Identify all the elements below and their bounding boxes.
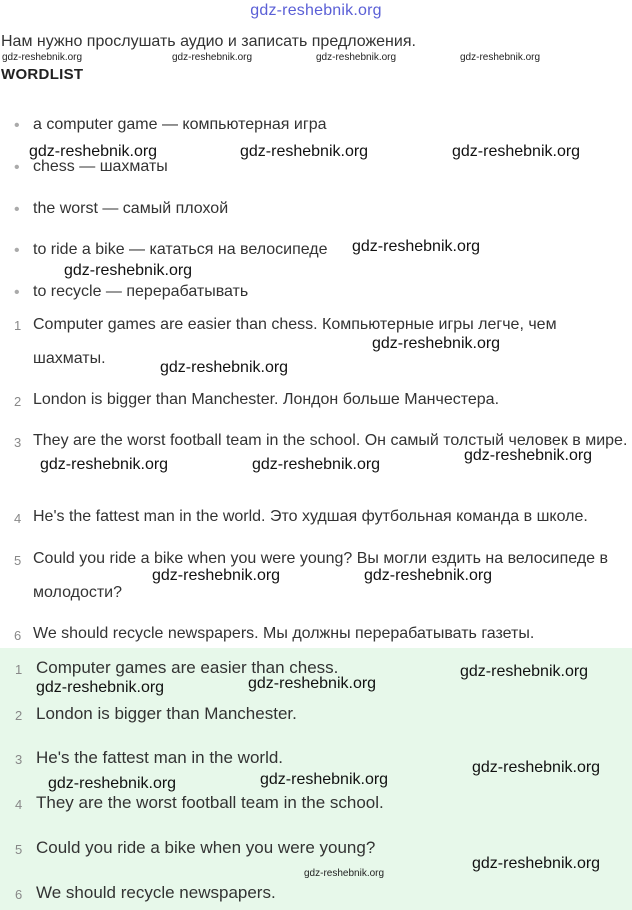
wordlist-title: WORDLIST — [1, 66, 84, 83]
sentence: Computer games are easier than chess. Компьютерные игры легче, чем шахматы. — [33, 316, 557, 367]
sentence: They are the worst football team in the school. Он самый толстый человек в мире. — [33, 432, 628, 449]
bullet-icon: • — [14, 201, 20, 218]
watermark: gdz-reshebnik.org — [460, 663, 589, 680]
watermark: gdz-reshebnik.org — [364, 567, 493, 584]
answer-number: 3 — [15, 752, 23, 767]
watermark: gdz-reshebnik.org — [36, 679, 165, 696]
answer-sentence: They are the worst football team in the school. — [36, 793, 384, 812]
answer-sentence: Could you ride a bike when you were young? — [36, 838, 376, 857]
sentence-number: 4 — [14, 511, 22, 526]
sentence: London is bigger than Manchester. Лондон больше Манчестера. — [33, 391, 500, 408]
watermark: gdz-reshebnik.org — [240, 143, 369, 160]
watermark: gdz-reshebnik.org — [160, 359, 289, 376]
wordlist-item: the worst — самый плохой — [33, 200, 229, 217]
watermark: gdz-reshebnik.org — [2, 52, 83, 63]
watermark: gdz-reshebnik.org — [29, 143, 158, 160]
wordlist-item: a computer game — компьютерная игра — [33, 116, 327, 133]
wordlist-item: to recycle — перерабатывать — [33, 283, 249, 300]
watermark: gdz-reshebnik.org — [48, 775, 177, 792]
sentence-number: 3 — [14, 435, 22, 450]
watermark: gdz-reshebnik.org — [352, 238, 481, 255]
answer-number: 4 — [15, 797, 23, 812]
answer-sentence: London is bigger than Manchester. — [36, 704, 297, 723]
watermark: gdz-reshebnik.org — [460, 52, 541, 63]
sentence-number: 5 — [14, 553, 22, 568]
answer-sentence: He's the fattest man in the world. — [36, 748, 284, 767]
watermark: gdz-reshebnik.org — [472, 855, 601, 872]
bullet-icon: • — [14, 117, 20, 134]
watermark: gdz-reshebnik.org — [464, 447, 593, 464]
watermark: gdz-reshebnik.org — [248, 675, 377, 692]
watermark: gdz-reshebnik.org — [452, 143, 581, 160]
watermark: gdz-reshebnik.org — [40, 456, 169, 473]
answer-number: 1 — [15, 662, 23, 677]
bullet-icon: • — [14, 242, 20, 259]
header-watermark: gdz-reshebnik.org — [250, 2, 382, 19]
wordlist-item: to ride a bike — кататься на велосипеде — [33, 241, 328, 258]
wordlist-item: chess — шахматы — [33, 158, 168, 175]
answer-number: 2 — [15, 708, 23, 723]
watermark: gdz-reshebnik.org — [472, 759, 601, 776]
intro-text: Нам нужно прослушать аудио и записать предложения. — [1, 33, 416, 50]
bullet-icon: • — [14, 159, 20, 176]
watermark: gdz-reshebnik.org — [372, 335, 501, 352]
sentence: He's the fattest man in the world. Это худшая футбольная команда в школе. — [33, 508, 588, 525]
sentence-number: 1 — [14, 318, 22, 333]
sentence-number: 6 — [14, 628, 22, 643]
answer-number: 5 — [15, 842, 23, 857]
watermark: gdz-reshebnik.org — [64, 262, 193, 279]
sentence-number: 2 — [14, 394, 22, 409]
sentence: We should recycle newspapers. Мы должны перерабатывать газеты. — [33, 625, 535, 642]
sentence: Could you ride a bike when you were young? Вы могли ездить на велосипеде в молодости? — [33, 550, 608, 601]
bullet-icon: • — [14, 284, 20, 301]
watermark: gdz-reshebnik.org — [172, 52, 253, 63]
answer-sentence: We should recycle newspapers. — [36, 883, 276, 902]
watermark: gdz-reshebnik.org — [316, 52, 397, 63]
watermark: gdz-reshebnik.org — [252, 456, 381, 473]
answer-number: 6 — [15, 887, 23, 902]
watermark: gdz-reshebnik.org — [304, 868, 385, 879]
watermark: gdz-reshebnik.org — [260, 771, 389, 788]
answer-sentence: Computer games are easier than chess. — [36, 658, 339, 677]
watermark: gdz-reshebnik.org — [152, 567, 281, 584]
